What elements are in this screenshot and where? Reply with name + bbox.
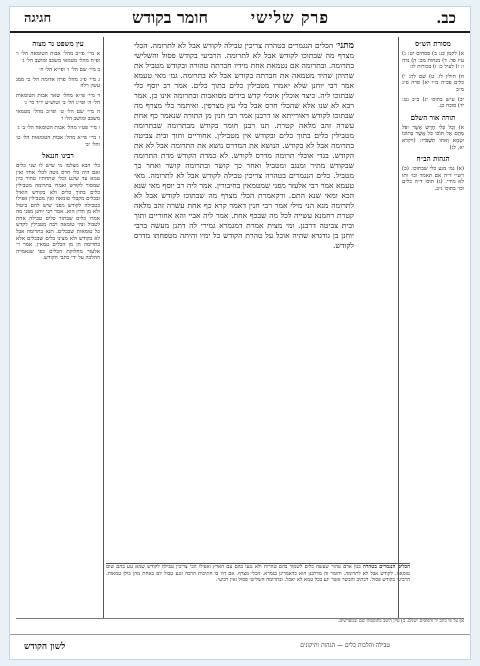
gemara-text — [134, 41, 354, 561]
tractate-name: חגיגה — [24, 11, 52, 26]
rashi-text: כגון אדם טהור שעשה כלים לשמור בהם טהרות ולא נגעו בהם עם הארץ ואפילו הכי צריכין טבילה לקודש שמא נגע בהם שום טומאה. לקודש אבל לא לתרומה. וחומר זה מדרבנן הוא כדאמרינן בגמרא. הכלי מצרף. אם היו בו חתיכות הרבה ונגע טבול יום באחת מהן כולן טמאות. הרביעי בקודש פסול. דכתיב והבשר אשר יגע בכל טמא לא יאכל. ובתרומה השלישי פסול ואין רביעי. — [106, 564, 410, 583]
ein-mishpat-entry: ה מיי׳ שם הל׳ ט׳ ופי״ב מהל׳ מטמאי משכב ומושב הל׳ ו׳ — [16, 109, 100, 122]
page-footer — [10, 634, 470, 659]
rabbeinu-chananel-text: כלי הבא מצלמו מי שיש לו שני כלים ואם היה כלי חרס נוטה לכלי אחד ואין טמא עד שיגע וכלי שתחתיו טהור כיון שמסור לקודש ואמרו בתרומה מטבילין כלים בתוך כלים ולא בקודש הואיל ובכלים מקבלי טומאה ואין מטבילין אפילו בטבילה לקודש מפני שיש להם ביטול ולא מן הדין הוא. אמר רבי יוחנן מפני מה אמרו כלים שבתוך כלים טבילה אחת לטבול ונהי טומאה רבה מטבילין לקדש כל טומאות שבכלים. תנא בתרומה אבל לא בקודש ולא מצינו כלים שבכלים אלא בתרומה הן מן הכלים טמאין. אמר ר׳ אלעזר מחלוקת הכלים כפי שנאמרה ההלכה על ידי כתבי הקודש. — [16, 163, 100, 262]
ein-mishpat-entry: ב מיי׳ שם הל׳ ז׳ ופי״א הל׳ ח׳ — [39, 67, 100, 74]
ein-mishpat-entry: ז מיי׳ פי״א מהל׳ אבות הטומאות הל׳ ט׳ והל׳ יב׳ — [16, 134, 100, 148]
hagahot-heading: הגהות הב״ח — [416, 154, 450, 164]
tosafot-column-strip — [106, 37, 132, 619]
hagahot-text: (א) גמ׳ מגע כלי שבתוכו. (ב) רש״י ד״ה אם תאמר וכו׳ ותו לא מידי. (ג) תוס׳ ד״ה כלים וכו׳ בתוכו נ״ב. — [402, 166, 464, 192]
gemara-paragraph: כלים הנגמרים בטהרה צריכין טבילה לקודש אבל לא לתרומה. מאי טעמא אמר רבי אלעזר מפני שמטמאין בחיבורין. אמר ליה רב יוסף מאי שנא הכא ומאי שנא התם. ודקאמרת הכלי מצרף מה שבתוכו לקודש אבל לא לתרומה מנא הני מילי אמר רבי חנין דאמר קרא כף אחת עשרה זהב מלאה קטרת רחמנא עשייה לכל מה שבכף אחת. — [134, 171, 354, 220]
gemara-paragraph: הכלים הנגמרים בטהרה צריכין טבילה לקודש אבל לא לתרומה. הכלי מצרף מה שבתוכו לקודש אבל לא לתרומה. הרביעי בקודש פסול והשלישי בתרומה. ובתרומה אם נטמאת אחת מידיו חברתה טהורה ובקודש מטביל את שתיהן שהיד מטמאה את חברתה בקודש אבל לא בתרומה. — [134, 41, 354, 80]
masoret-entry: א) לקמן כג: ב) פסחים יט: ג) ע״ז פד. ד) מנחות מב: ה) נדה ו: ו) לעיל כ: ז) בכורות לו: — [402, 51, 464, 71]
ein-mishpat-entry: ו מיי׳ פט״ו מהל׳ אבות הטומאה הל׳ ב׳ ג׳ — [16, 125, 100, 132]
rabbeinu-chananel-heading: רבינו חננאל — [42, 151, 74, 161]
talmud-page — [9, 6, 471, 660]
footer-text: טבילה והלכות כלים — הגהות ותיקונים — [300, 642, 390, 649]
column-divider — [103, 37, 104, 619]
masoret-entry: ח) חולין לו. ט) שם לה: י) כלים פכ״ה מ״ו יא) פרה פ״ג מ״ב — [402, 73, 464, 93]
torah-or-text: א) וְכָל כְּלִי חֶרֶשׂ אֲשֶׁר יִפֹּל מֵהֶם אֶל תּוֹכוֹ כֹּל אֲשֶׁר בְּתוֹכוֹ יִטְמָא וְאֹתוֹ תִשְׁבֹּרוּ: (ויקרא יא, לג) — [402, 124, 464, 151]
ein-mishpat-entry: ג מיי׳ פ״ג מהל׳ פרה אדומה הל׳ ב׳ סמג עשין רלה — [16, 76, 100, 90]
ein-mishpat-column — [16, 37, 100, 619]
masoret-entry: יב) ע״ש בתוס׳ יג) ב״ב נט: יד) סוכה כג. — [402, 96, 464, 110]
chapter-title: פרק שלישי — [250, 8, 330, 27]
ein-mishpat-entry: ד מיי׳ פי״א מהל׳ שאר אבות הטומאות הל׳ ה׳ ופי״ג הל׳ ב׳ וטוש״ע יו״ד סי׳ ג׳ — [16, 92, 100, 106]
opening-word: מתני׳ — [335, 41, 354, 51]
gemara-paragraph: תנו רבנן חומר בקודש מבתרומה שבתרומה מטבילין כלים בתוך כלים ובקודש אין מטבילין. אחוריים ותוך ובית צביטה בתרומה אבל לא בקודש. הנושא את המדרס נושא את התרומה אבל לא את הקודש. בגדי אוכלי תרומה מדרס לקודש. לא כמדת הקודש מדת התרומה שבקודש מתיר ומנגב ומטביל ואחר כך קושר ובתרומה קושר ואחר כך מטביל. — [134, 121, 354, 180]
rashi-lemma: הכלים הנגמרים בטהרה — [362, 564, 410, 570]
ein-mishpat-heading: עין משפט נר מצוה — [32, 39, 84, 48]
page-body — [16, 37, 464, 619]
gemara-paragraph: אמר ליה אביי והא אחוריים ותוך ובית צביטה דרבנן. ומי מצית אמרת דמגמרא גמירי לה דתנן מעשה ברבי יוחנן בן גודגדא שהיה אוכל על טהרת הקודש כל ימיו והיתה מטפחתו מדרס לקודש. — [134, 211, 354, 250]
ein-mishpat-entry: א מיי׳ פי״ב מהל׳ אבות הטומאה הל׳ ו׳ ופ״ח מהל׳ מטמאי משכב ומושב הל׳ ג׳ — [16, 51, 100, 64]
footer-brand: לשון הקודש — [24, 642, 66, 652]
torah-or-heading: תורה אור השלם — [410, 112, 456, 122]
masoret-column — [402, 37, 464, 619]
book-title: חומר בקודש — [132, 8, 208, 27]
column-divider — [398, 37, 399, 619]
daf-number: כב. — [436, 9, 456, 27]
rashi-commentary — [106, 563, 410, 622]
page-header — [10, 7, 470, 33]
footnote: א) על פי כתב יד ודפוסים ישנים. ב) עיין היטב בתוספות שם ובמפרשים. — [16, 618, 464, 629]
masoret-heading: מסורת הש״ס — [415, 39, 451, 48]
gemara-paragraph: גמ׳ מאי טעמא אמר רבי יוחנן שלא יאמרו מטבילין כלים בתוך כלים. אמר רב יוסף כלי שבתוכו ליה. כיצד אוכלין אוכלי קדש בידים מסואבות ובתרומה אינו כן. אמר רבא לא שנו אלא שהכלי חרס אבל כלי עץ מצרפין. ואיתמר כלי מצרף מה שבתוכו לקודש דאורייתא או דרבנן אמר רבי חנין מן התורה שנאמר כף אחת עשרה זהב מלאה קטרת. — [134, 71, 354, 130]
